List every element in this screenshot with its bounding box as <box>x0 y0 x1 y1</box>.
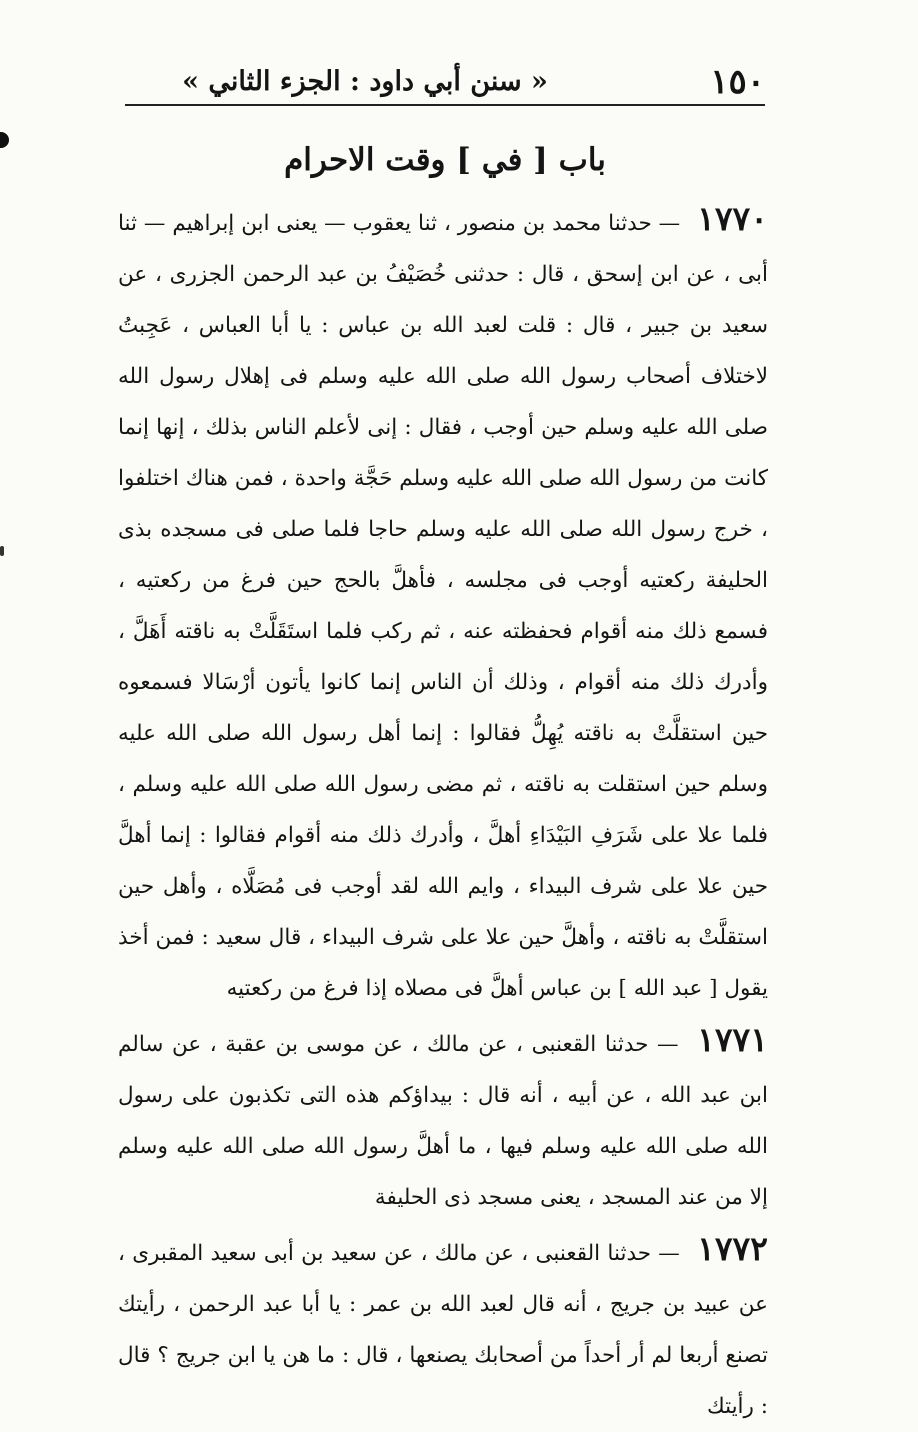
page-body <box>118 193 768 1432</box>
hadith-1770 <box>118 193 768 1014</box>
page-number: ١٥٠ <box>710 62 765 102</box>
chapter-title: باب [ في ] وقت الاحرام <box>284 142 606 178</box>
hadith-text: — حدثنا القعنبى ، عن مالك ، عن موسى بن عقبة ، عن سالم ابن عبد الله ، عن أبيه ، أنه قال : بيداؤكم هذه التى تكذبون على رسول الله صلى الله عليه وسلم فيها ، ما أهلَّ رسول الله صلى الله عليه وسلم إلا من عند المسجد ، يعنى مسجد ذى الحليفة <box>118 1032 768 1210</box>
margin-ink-dot <box>0 546 4 556</box>
hadith-text: — حدثنا القعنبى ، عن مالك ، عن سعيد بن أبى سعيد المقبرى ، عن عبيد بن جريج ، أنه قال لعبد الله بن عمر : يا أبا عبد الرحمن ، رأيتك تصنع أربعا لم أر أحداً من أصحابك يصنعها ، قال : ما هن يا ابن جريج ؟ قال : رأيتك <box>118 1241 768 1419</box>
margin-ink-mark <box>0 132 9 148</box>
hadith-number: ١٧٧١ <box>697 1020 768 1059</box>
hadith-number: ١٧٧٢ <box>697 1229 768 1268</box>
hadith-1772 <box>118 1223 768 1432</box>
hadith-1771 <box>118 1014 768 1223</box>
running-title: « سنن أبي داود : الجزء الثاني » <box>182 66 548 97</box>
page-header <box>125 62 765 102</box>
hadith-number: ١٧٧٠ <box>697 199 768 238</box>
header-rule <box>125 104 765 106</box>
hadith-text: — حدثنا محمد بن منصور ، ثنا يعقوب — يعنى ابن إبراهيم — ثنا أبى ، عن ابن إسحق ، قال : حدثنى خُصَيْفُ بن عبد الرحمن الجزرى ، عن سعيد بن جبير ، قال : قلت لعبد الله بن عباس : يا أبا العباس ، عَجِبتُ لاختلاف أصحاب رسول الله صلى الله عليه وسلم فى إهلال رسول الله صلى الله عليه وسلم حين أوجب ، فقال : إنى لأعلم الناس بذلك ، إنها إنما كانت من رسول الله صلى الله عليه وسلم حَجَّة واحدة ، فمن هناك اختلفوا ، خرج رسول الله صلى الله عليه وسلم حاجا فلما صلى فى مسجده بذى الحليفة ركعتيه أوجب فى مجلسه ، فأهلَّ بالحج حين فرغ من ركعتيه ، فسمع ذلك منه أقوام فحفظته عنه ، ثم ركب فلما استَقَلَّتْ به ناقته أَهَلَّ ، وأدرك ذلك منه أقوام ، وذلك أن الناس إنما كانوا يأتون أرْسَالا فسمعوه حين استقلَّتْ به ناقته يُهِلُّ فقالوا : إنما أهل رسول الله صلى الله عليه وسلم حين استقلت به ناقته ، ثم مضى رسول الله صلى الله عليه وسلم ، فلما علا على شَرَفِ البَيْدَاءِ أهلَّ ، وأدرك ذلك منه أقوام فقالوا : إنما أهلَّ حين علا على شرف البيداء ، وايم الله لقد أوجب فى مُصَلَّاه ، وأهل حين استقلَّتْ به ناقته ، وأهلَّ حين علا على شرف البيداء ، قال سعيد : فمن أخذ يقول [ عبد الله ] بن عباس أهلَّ فى مصلاه إذا فرغ من ركعتيه <box>118 211 768 1001</box>
